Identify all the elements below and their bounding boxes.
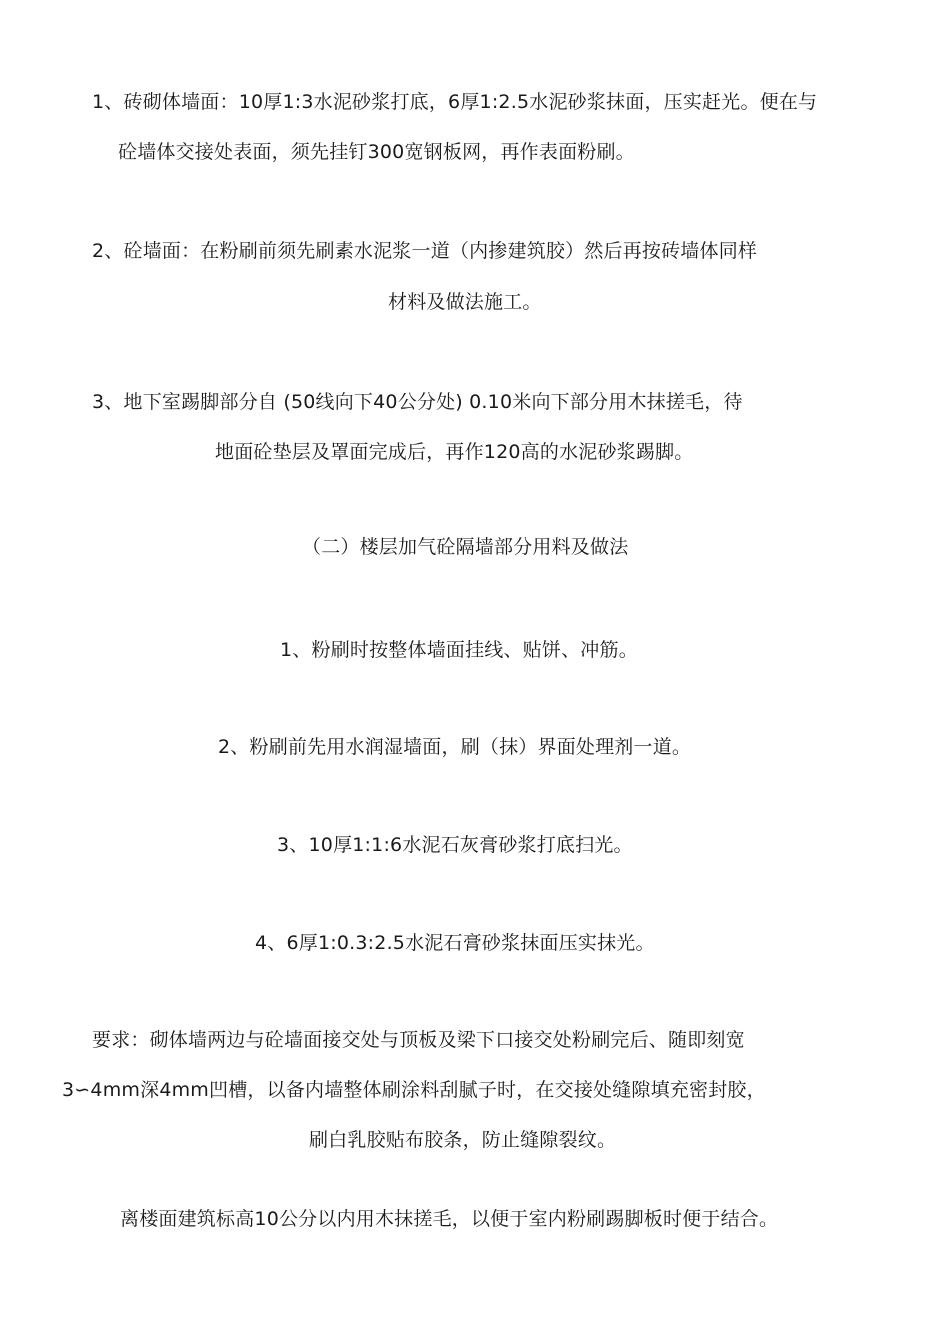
closing-note: 离楼面建筑标高10公分以内用木抹搓毛，以便于室内粉刷踢脚板时便于结合。 [120,1208,779,1230]
section-b-item4: 4、6厚1:0.3:2.5水泥石膏砂浆抹面压实抹光。 [255,932,655,954]
requirement-line2: 3∽4mm深4mm凹槽，以备内墙整体刷涂料刮腻子时，在交接处缝隙填充密封胶， [62,1079,766,1101]
section-b-item3: 3、10厚1:1:6水泥石灰膏砂浆打底扫光。 [277,834,633,856]
section-b-item1: 1、粉刷时按整体墙面挂线、贴饼、冲筋。 [280,639,638,661]
item1-line1: 1、砖砌体墙面：10厚1:3水泥砂浆打底，6厚1:2.5水泥砂浆抹面，压实赶光。便在与 [92,91,818,113]
requirement-line3: 刷白乳胶贴布胶条，防止缝隙裂纹。 [309,1129,617,1151]
item2-line1: 2、砼墙面：在粉刷前须先刷素水泥浆一道（内掺建筑胶）然后再按砖墙体同样 [92,240,758,262]
item3-line2: 地面砼垫层及罩面完成后，再作120高的水泥砂浆踢脚。 [215,441,694,463]
section-b-item2: 2、粉刷前先用水润湿墙面，刷（抹）界面处理剂一道。 [218,736,692,758]
item1-line2: 砼墙体交接处表面，须先挂钉300宽钢板网，再作表面粉刷。 [118,141,635,163]
section-heading: （二）楼层加气砼隔墙部分用料及做法 [302,536,629,558]
item2-line2: 材料及做法施工。 [388,291,542,313]
item3-line1: 3、地下室踢脚部分自 (50线向下40公分处) 0.10米向下部分用木抹搓毛，待 [92,391,743,413]
requirement-line1: 要求：砌体墙两边与砼墙面接交处与顶板及梁下口接交处粉刷完后、随即刻宽 [92,1029,745,1051]
